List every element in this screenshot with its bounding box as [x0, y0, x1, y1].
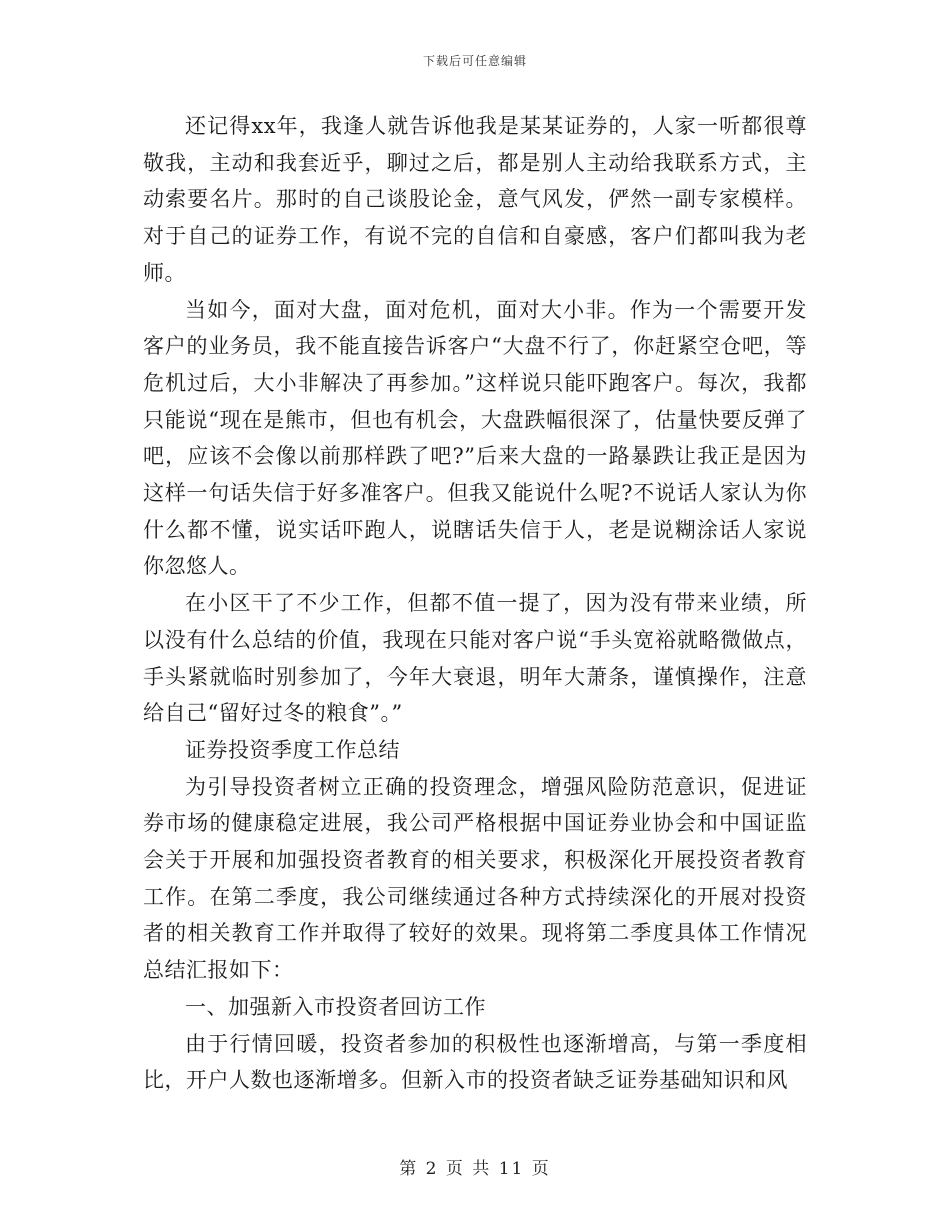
document-body [143, 108, 807, 1099]
paragraph-3: 在小区干了不少工作，但都不值一提了，因为没有带来业绩，所以没有什么总结的价值，我现在只能对客户说“手头宽裕就略微做点，手头紧就临时别参加了，今年大衰退，明年大萧条，谨慎操作，注意给自己“留好过冬的粮食”。” [143, 591, 807, 726]
paragraph-4: 为引导投资者树立正确的投资理念，增强风险防范意识，促进证券市场的健康稳定进展，我公司严格根据中国证券业协会和中国证监会关于开展和加强投资者教育的相关要求，积极深化开展投资者教育工作。在第二季度，我公司继续通过各种方式持续深化的开展对投资者的相关教育工作并取得了较好的效果。现将第二季度具体工作情况总结汇报如下： [143, 774, 807, 983]
page-number: 第 2 页 共 11 页 [399, 1159, 551, 1179]
paragraph-2: 当如今，面对大盘，面对危机，面对大小非。作为一个需要开发客户的业务员，我不能直接告诉客户“大盘不行了，你赶紧空仓吧，等危机过后，大小非解决了再参加。”这样说只能吓跑客户。每次，我都只能说“现在是熊市，但也有机会，大盘跌幅很深了，估量快要反弹了吧，应该不会像以前那样跌了吧?”后来大盘的一路暴跌让我正是因为这样一句话失信于好多准客户。但我又能说什么呢?不说话人家认为你什么都不懂，说实话吓跑人，说瞎话失信于人，老是说糊涂话人家说你忽悠人。 [143, 297, 807, 579]
subsection-heading: 一、加强新入市投资者回访工作 [185, 994, 486, 1019]
paragraph-5: 由于行情回暖，投资者参加的积极性也逐渐增高，与第一季度相比，开户人数也逐渐增多。但新入市的投资者缺乏证券基础知识和风 [143, 1031, 807, 1093]
paragraph-1: 还记得xx年，我逢人就告诉他我是某某证券的，人家一听都很尊敬我，主动和我套近乎，聊过之后，都是别人主动给我联系方式，主动索要名片。那时的自己谈股论金，意气风发，俨然一副专家模样。对于自己的证券工作，有说不完的自信和自豪感，客户们都叫我为老师。 [143, 114, 807, 285]
section-title: 证券投资季度工作总结 [185, 737, 400, 762]
page-header: 下载后可任意编辑 [422, 54, 527, 68]
